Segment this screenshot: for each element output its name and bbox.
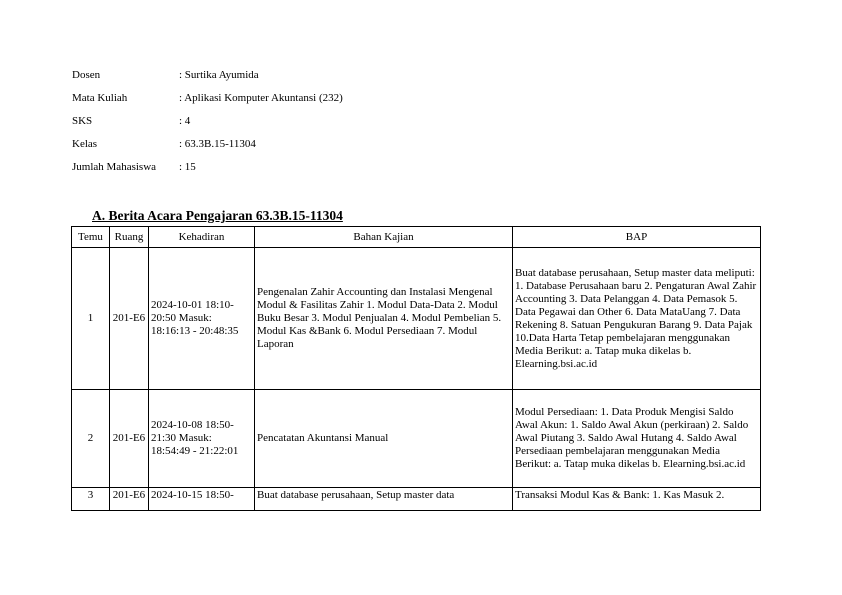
kelas-label: Kelas bbox=[72, 138, 98, 150]
info-row-jumlah-mahasiswa bbox=[72, 161, 343, 184]
table-row bbox=[72, 390, 761, 488]
info-row-mata-kuliah bbox=[72, 92, 343, 115]
cell-kehadiran: 2024-10-15 18:50- bbox=[149, 488, 255, 511]
header-bahan-kajian: Bahan Kajian bbox=[255, 227, 513, 248]
cell-bap: Transaksi Modul Kas & Bank: 1. Kas Masuk 2. bbox=[513, 488, 761, 511]
cell-ruang: 201-E6 bbox=[110, 390, 149, 488]
sks-value: : 4 bbox=[179, 115, 191, 127]
info-row-sks bbox=[72, 115, 343, 138]
table-row bbox=[72, 248, 761, 390]
lecture-info bbox=[72, 69, 343, 184]
header-ruang: Ruang bbox=[110, 227, 149, 248]
cell-bahan-kajian: Pengenalan Zahir Accounting dan Instalasi Mengenal Modul & Fasilitas Zahir 1. Modul Data-Data 2. Modul Buku Besar 3. Modul Penjualan 4. Modul Pembelian 5. Modul Kas &Bank 6. Modul Persediaan 7. Modul Laporan bbox=[255, 248, 513, 390]
cell-ruang: 201-E6 bbox=[110, 488, 149, 511]
kelas-value: : 63.3B.15-11304 bbox=[179, 138, 256, 150]
table-header-row bbox=[72, 227, 761, 248]
table-row bbox=[72, 488, 761, 511]
cell-bap: Buat database perusahaan, Setup master data meliputi: 1. Database Perusahaan baru 2. Pengaturan Awal Zahir Accounting 3. Data Pelanggan 4. Data Pemasok 5. Data Pegawai dan Other 6. Data MataUang 7. Data Rekening 8. Satuan Pengukuran Barang 9. Data Pajak 10.Data Harta Tetap pembelajaran menggunakan Media Berikut: a. Tatap muka dikelas b. Elearning.bsi.ac.id bbox=[513, 248, 761, 390]
cell-bahan-kajian: Buat database perusahaan, Setup master data bbox=[255, 488, 513, 511]
jumlah-mahasiswa-label: Jumlah Mahasiswa bbox=[72, 161, 157, 173]
jumlah-mahasiswa-value: : 15 bbox=[179, 161, 196, 173]
header-temu: Temu bbox=[72, 227, 110, 248]
cell-kehadiran: 2024-10-08 18:50-21:30 Masuk: 18:54:49 - 21:22:01 bbox=[149, 390, 255, 488]
cell-temu: 2 bbox=[72, 390, 110, 488]
dosen-value: : Surtika Ayumida bbox=[179, 69, 259, 81]
cell-ruang: 201-E6 bbox=[110, 248, 149, 390]
cell-kehadiran: 2024-10-01 18:10-20:50 Masuk: 18:16:13 - 20:48:35 bbox=[149, 248, 255, 390]
section-title: A. Berita Acara Pengajaran 63.3B.15-11304 bbox=[92, 208, 343, 223]
bap-table bbox=[71, 226, 761, 511]
info-row-kelas bbox=[72, 138, 343, 161]
cell-temu: 3 bbox=[72, 488, 110, 511]
header-bap: BAP bbox=[513, 227, 761, 248]
info-row-dosen bbox=[72, 69, 343, 92]
cell-bap: Modul Persediaan: 1. Data Produk Mengisi Saldo Awal Akun: 1. Saldo Awal Akun (perkiraan) 2. Saldo Awal Piutang 3. Saldo Awal Hutang 4. Saldo Awal Persediaan pembelajaran menggunakan Media Berikut: a. Tatap muka dikelas b. Elearning.bsi.ac.id bbox=[513, 390, 761, 488]
mata-kuliah-label: Mata Kuliah bbox=[72, 92, 128, 104]
dosen-label: Dosen bbox=[72, 69, 101, 81]
mata-kuliah-value: : Aplikasi Komputer Akuntansi (232) bbox=[179, 92, 343, 104]
cell-bahan-kajian: Pencatatan Akuntansi Manual bbox=[255, 390, 513, 488]
sks-label: SKS bbox=[72, 115, 93, 127]
cell-temu: 1 bbox=[72, 248, 110, 390]
header-kehadiran: Kehadiran bbox=[149, 227, 255, 248]
